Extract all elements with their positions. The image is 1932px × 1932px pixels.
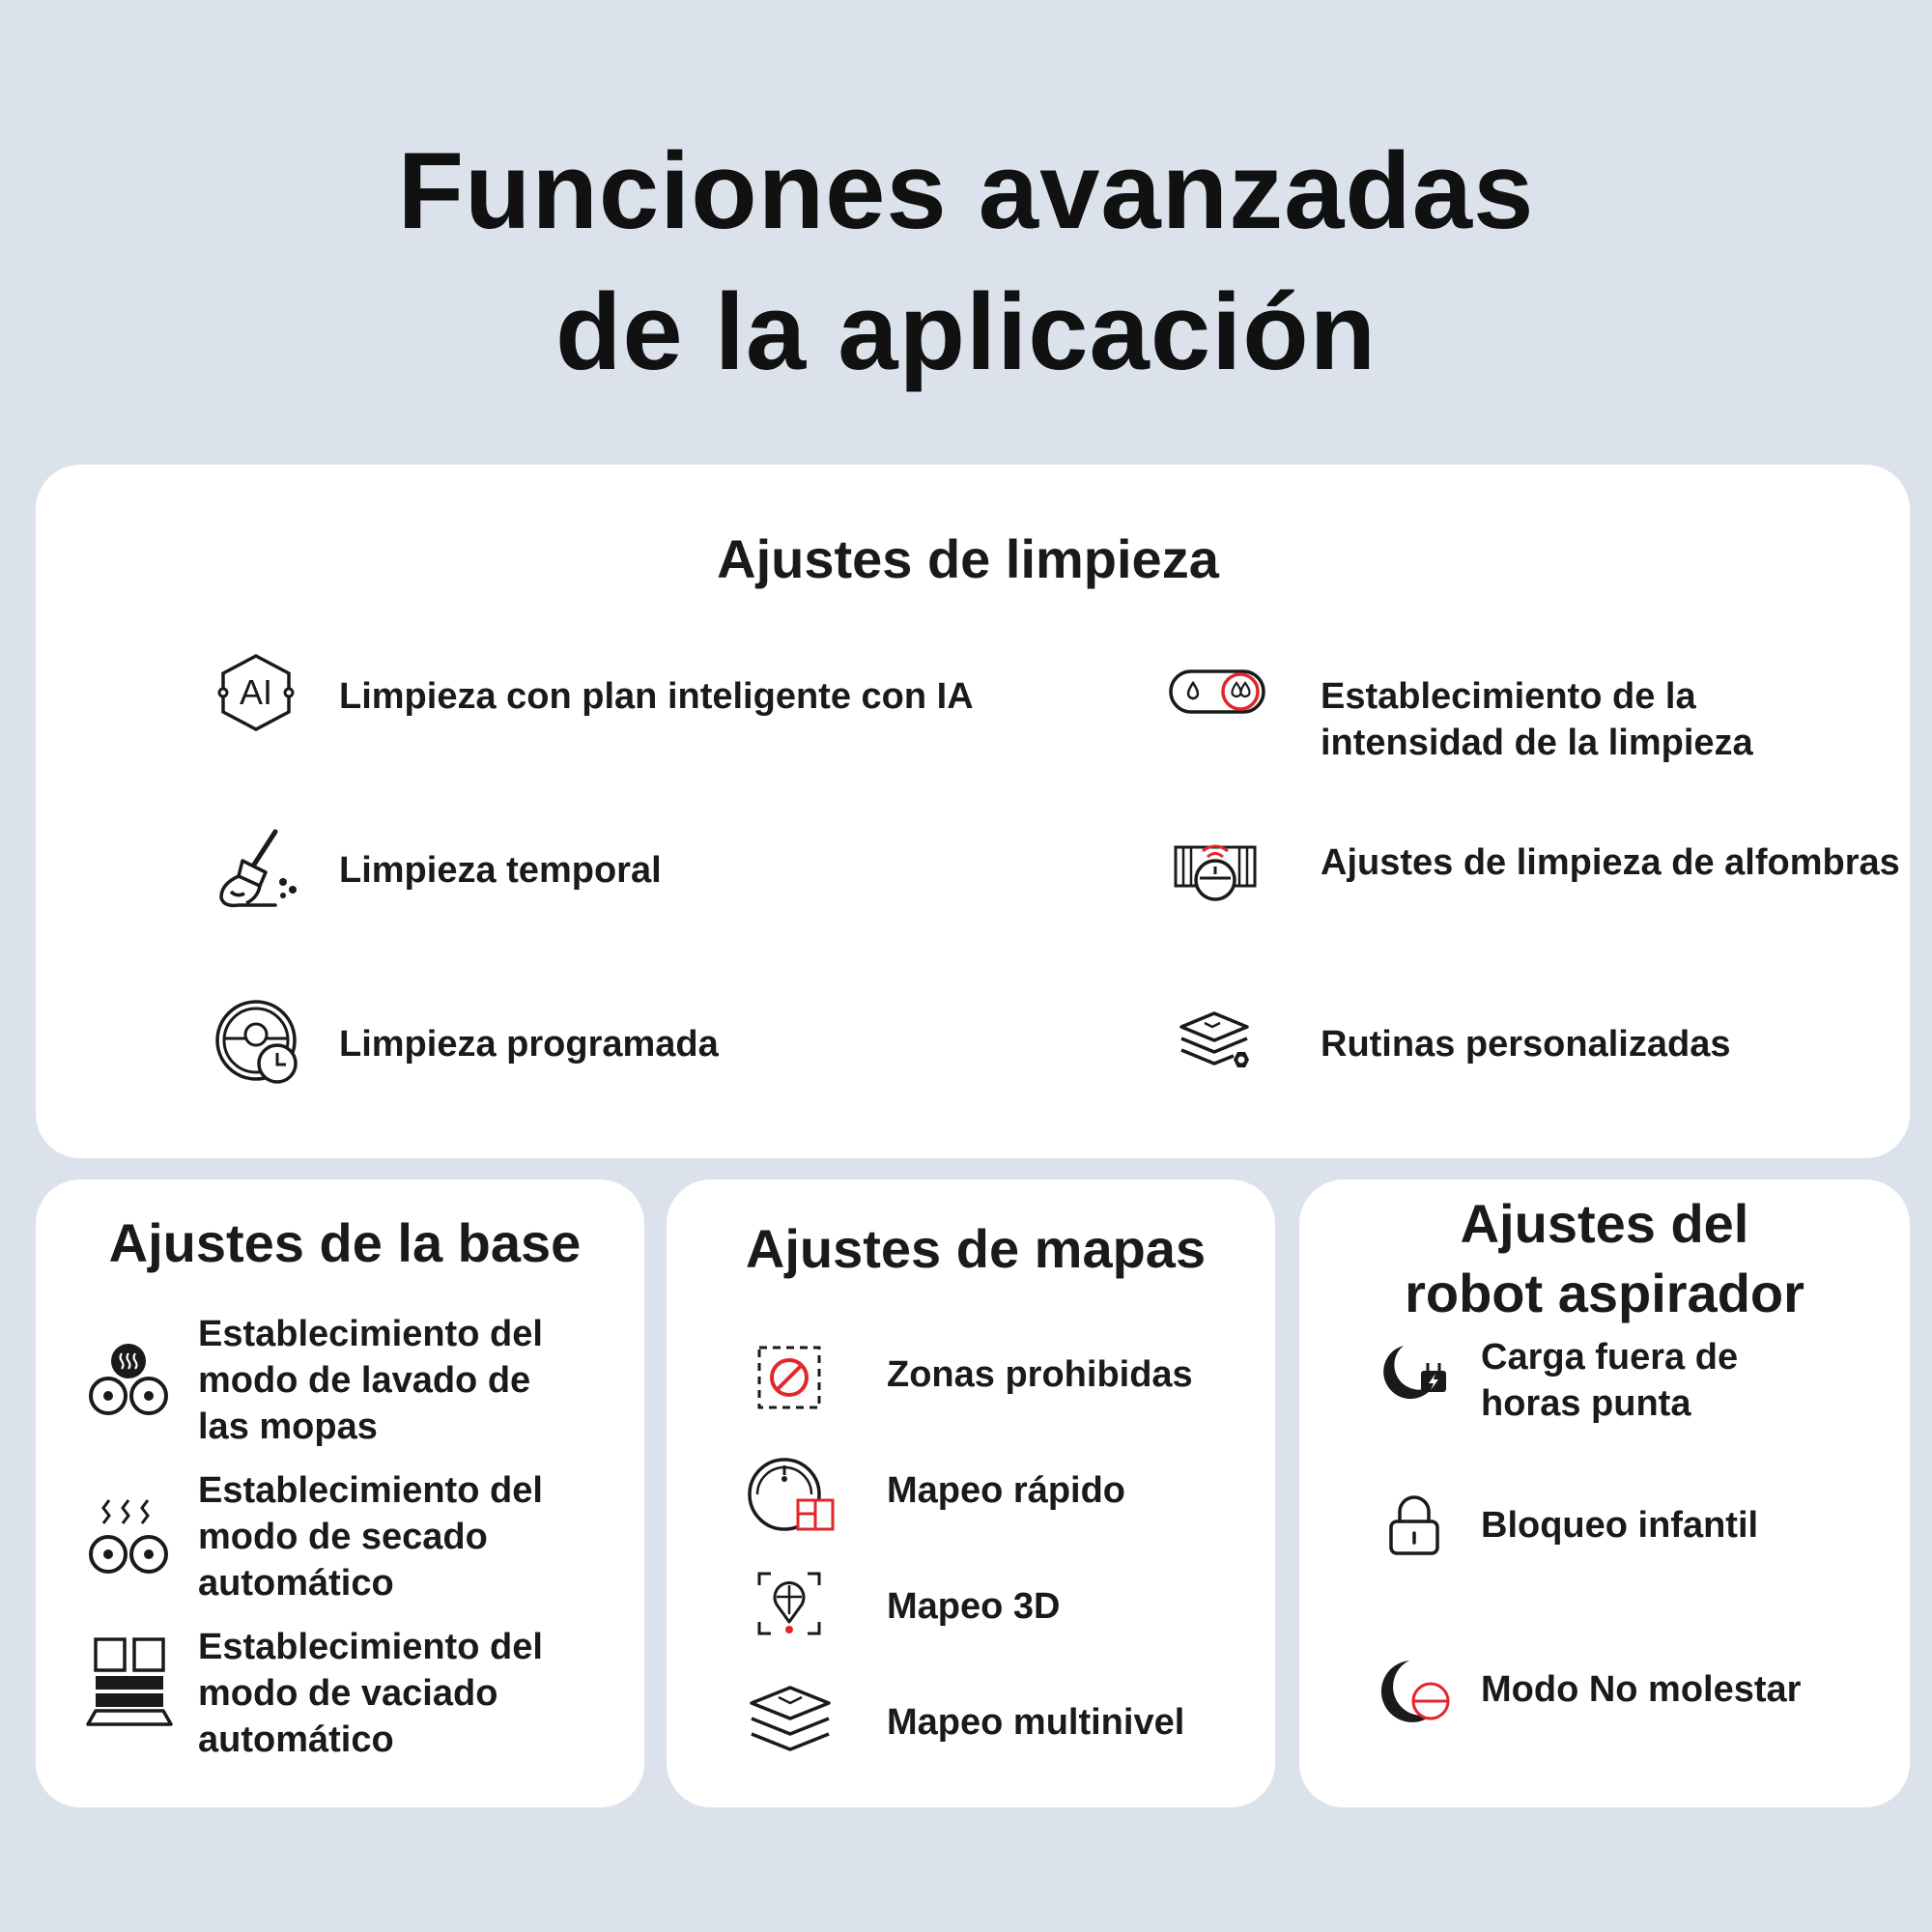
robot-settings-card bbox=[1299, 1179, 1910, 1807]
feature-label: Rutinas personalizadas bbox=[1321, 1024, 1731, 1065]
off-peak-charging-icon bbox=[1375, 1342, 1452, 1404]
feature-label: Ajustes de limpieza de alfombras bbox=[1321, 842, 1900, 883]
map-settings-title: Ajustes de mapas bbox=[745, 1218, 1207, 1279]
feature-label: Limpieza con plan inteligente con IA bbox=[339, 676, 974, 717]
base-settings-card bbox=[36, 1179, 644, 1807]
layers-gear-icon bbox=[1179, 1009, 1257, 1079]
feature-label: Establecimiento de la intensidad de la limpieza bbox=[1321, 676, 1753, 763]
feature-label: Mapeo 3D bbox=[887, 1586, 1061, 1627]
carpet-robot-icon bbox=[1174, 836, 1257, 903]
feature-label: Limpieza temporal bbox=[339, 850, 662, 891]
feature-label: Zonas prohibidas bbox=[887, 1354, 1193, 1395]
feature-label: Mapeo multinivel bbox=[887, 1702, 1185, 1743]
svg-text:AI: AI bbox=[239, 672, 273, 712]
mop-wash-icon bbox=[88, 1342, 169, 1417]
feature-label: Bloqueo infantil bbox=[1481, 1505, 1759, 1546]
feature-label: Mapeo rápido bbox=[887, 1470, 1126, 1511]
feature-label: Establecimiento del modo de lavado de las mopas bbox=[198, 1314, 543, 1447]
cleaning-settings-title: Ajustes de limpieza bbox=[717, 528, 1219, 589]
feature-label: Limpieza programada bbox=[339, 1024, 719, 1065]
broom-icon bbox=[215, 826, 302, 913]
robot-settings-title-line-1: Ajustes del bbox=[1460, 1193, 1749, 1254]
robot-clock-icon bbox=[215, 1000, 302, 1087]
base-settings-title: Ajustes de la base bbox=[108, 1212, 582, 1273]
feature-label: Carga fuera de horas punta bbox=[1481, 1337, 1739, 1424]
map-settings-card bbox=[667, 1179, 1275, 1807]
feature-label: Establecimiento del modo de vaciado automático bbox=[198, 1627, 543, 1760]
robot-settings-title bbox=[1299, 1189, 1910, 1328]
multilevel-map-icon bbox=[748, 1684, 833, 1757]
child-lock-icon bbox=[1388, 1494, 1440, 1556]
robot-settings-title-line-2: robot aspirador bbox=[1405, 1263, 1804, 1323]
intensity-toggle-icon bbox=[1169, 669, 1265, 718]
do-not-disturb-icon bbox=[1384, 1657, 1454, 1724]
no-go-zone-icon bbox=[757, 1346, 821, 1409]
cleaning-settings-card bbox=[36, 465, 1910, 1158]
feature-label: Establecimiento del modo de secado automático bbox=[198, 1470, 543, 1604]
ai-icon bbox=[215, 652, 297, 733]
3d-mapping-icon bbox=[757, 1572, 821, 1637]
feature-label: Modo No molestar bbox=[1481, 1669, 1802, 1710]
page-title-line-2: de la aplicación bbox=[554, 271, 1378, 392]
auto-empty-icon bbox=[88, 1635, 173, 1728]
page-title bbox=[0, 121, 1932, 403]
quick-mapping-icon bbox=[748, 1458, 837, 1535]
page-title-line-1: Funciones avanzadas bbox=[397, 130, 1535, 251]
mop-dry-icon bbox=[88, 1494, 169, 1576]
